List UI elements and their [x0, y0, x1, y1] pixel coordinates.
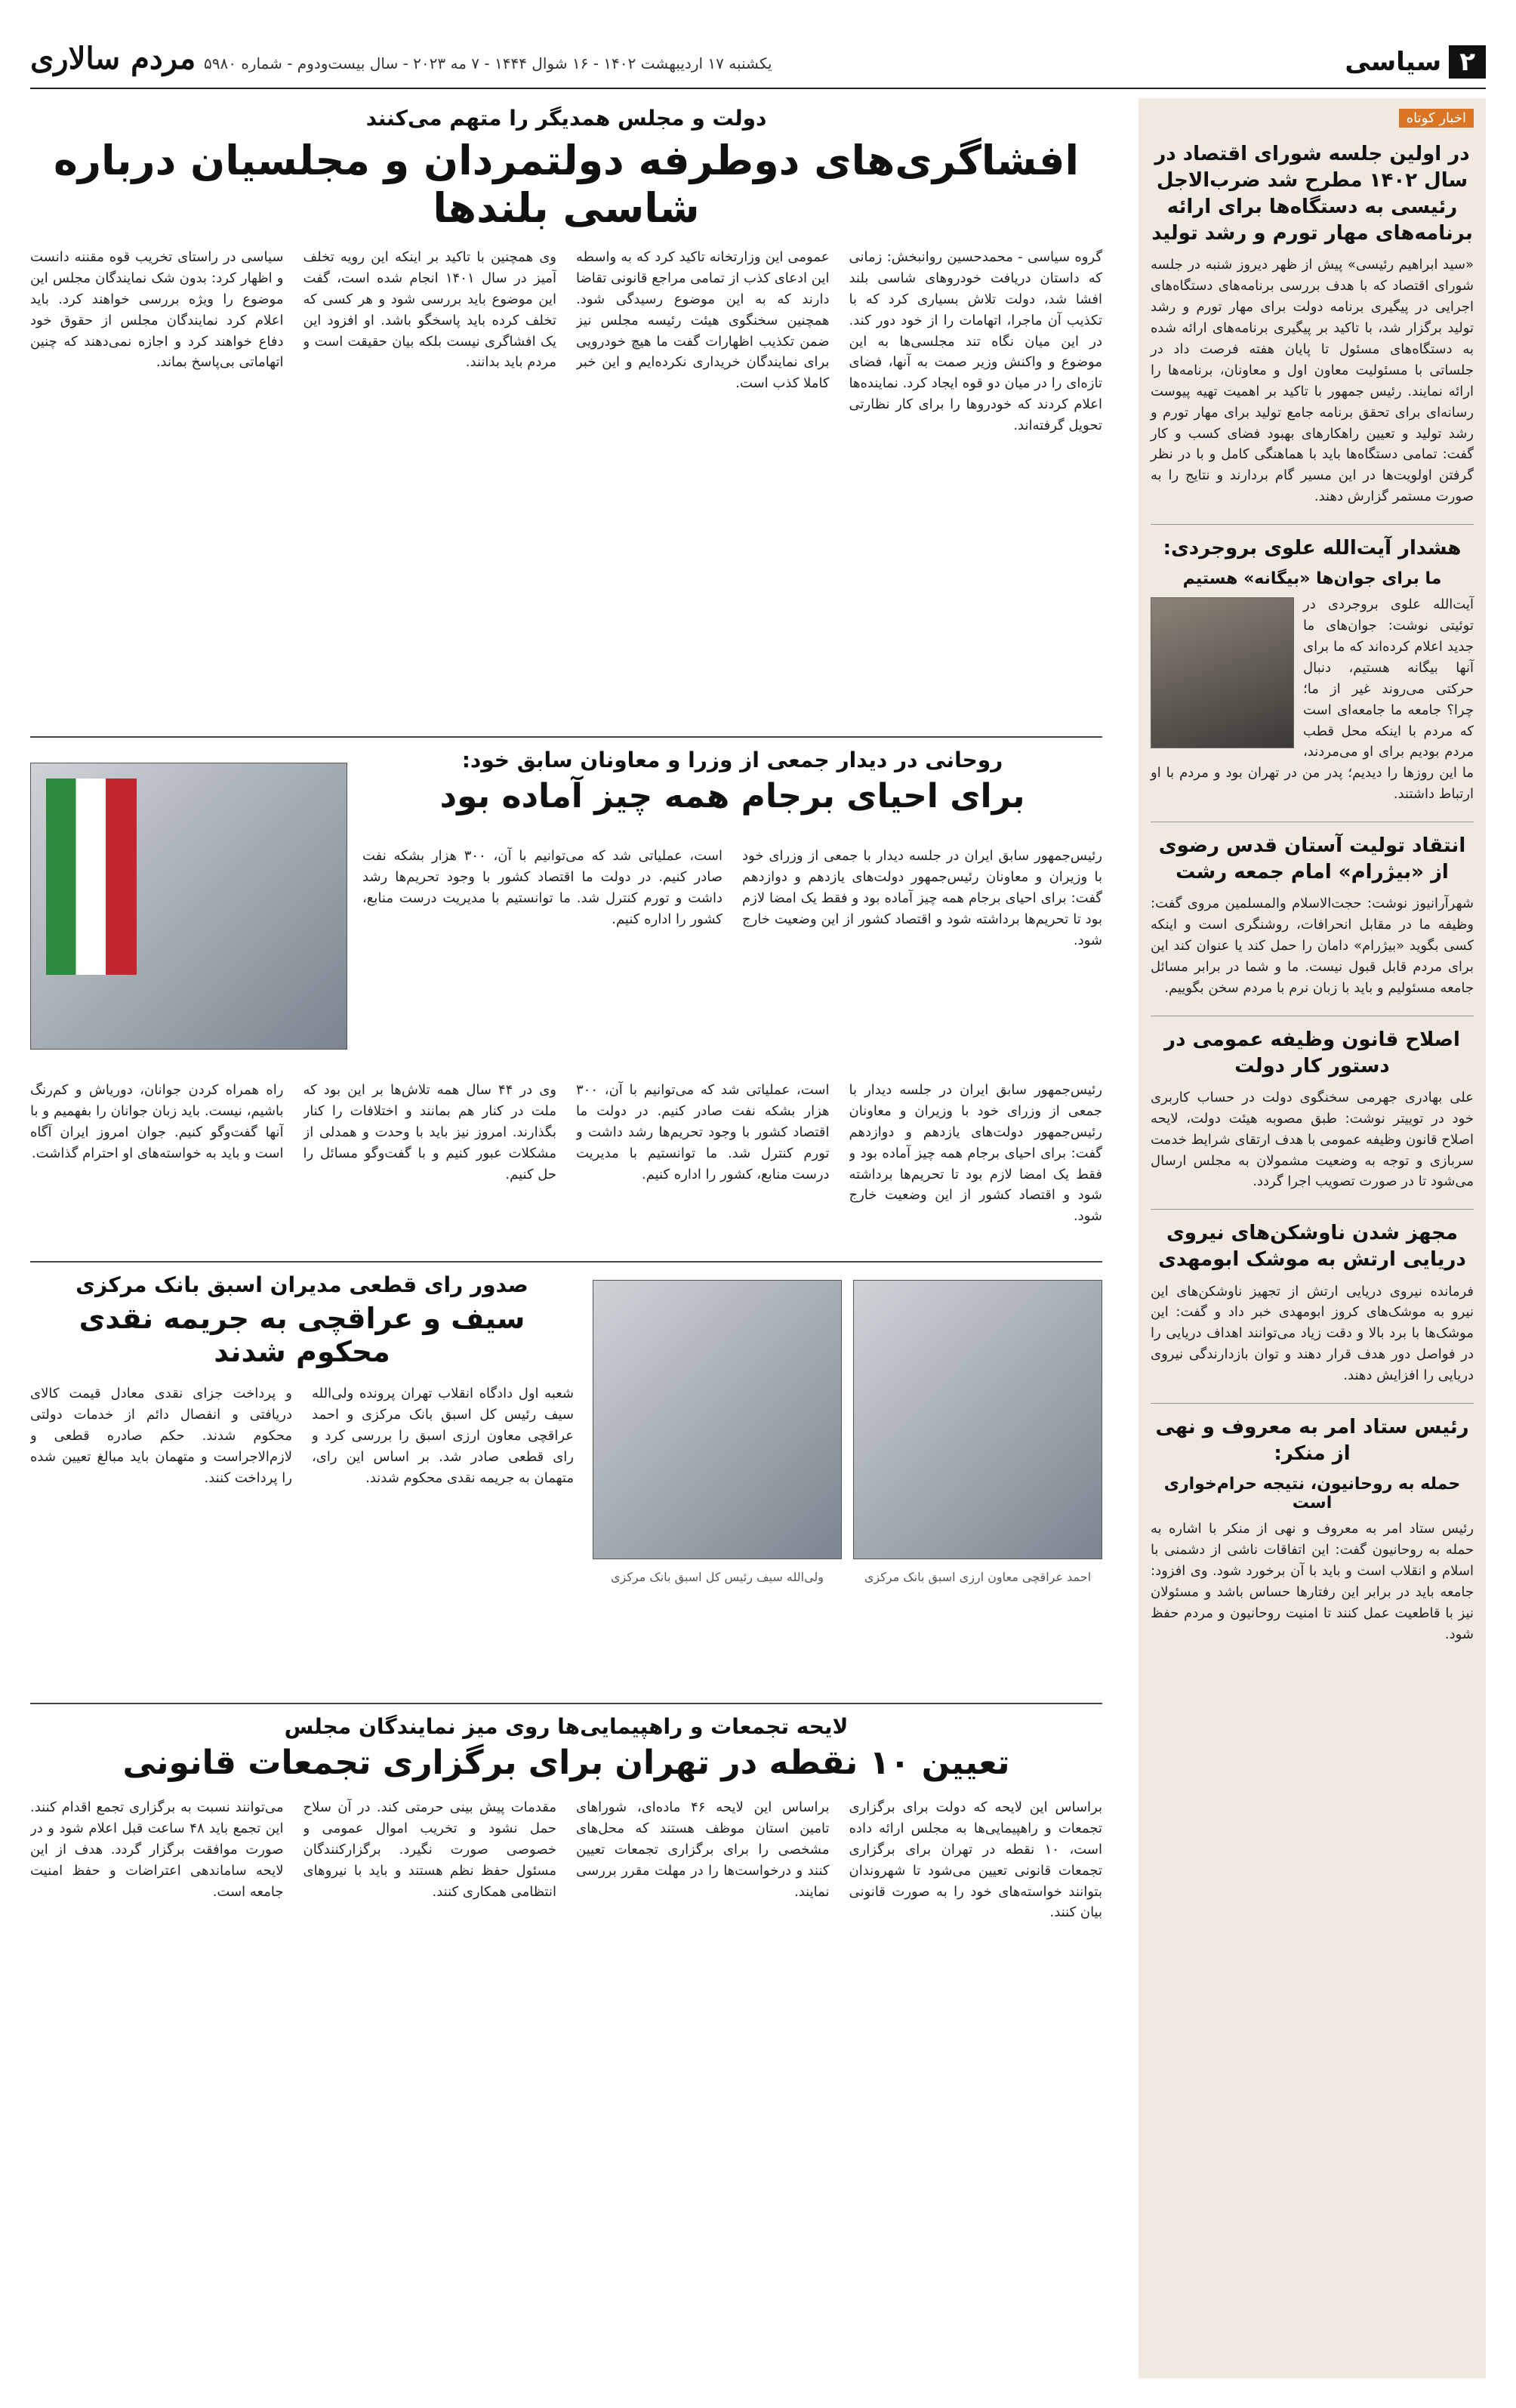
brief-body: رئیس ستاد امر به معروف و نهی از منکر با اشاره به حمله به روحانیون گفت: این اتفاقات ناشی از دشمنی با اسلام و انقلاب است و باید با آن برخورد شود. وی افزود: جامعه باید در برابر این رفتارها حساس باشد و مسئولان نیز با قاطعیت عمل کنند تا امنیت روحانیون و مردم حفظ شود. [1151, 1521, 1474, 1642]
brief-body: آیت‌الله علوی بروجردی در توئیتی نوشت: جوان‌های ما جدید اعلام کرده‌اند که ما برای آنها بیگانه هستیم، دنبال حرکتی می‌روند غیر از ما؛ چرا؟ جامعه ما جامعه‌ای است که مردم با اینکه محل قطب مردم بودیم برای او می‌مردند، ما این روزها را دیدیم؛ پدر من در تهران بود و مردم با او ارتباط داشتند. [1151, 597, 1474, 803]
brief-item [1151, 1220, 1474, 1386]
gatherings-bill-story [30, 1714, 1102, 2379]
brief-title: رئیس ستاد امر به معروف و نهی از منکر: [1155, 1415, 1469, 1466]
divider [30, 1703, 1102, 1704]
seif-photo [593, 1280, 842, 1559]
masthead-logo: مردم سالاری [30, 41, 196, 76]
brief-title: مجهز شدن ناوشکن‌های نیروی دریایی ارتش به موشک ابومهدی [1158, 1222, 1466, 1272]
rouhani-story [30, 748, 1102, 1253]
story-column: راه همراه کردن جوانان، دوریاش و کم‌رنگ باشیم، نیست. باید زبان جوانان را بفهمیم و با آنها گفت‌وگو کنیم. جوان امروز ایران آگاه است و باید به خواسته‌های او احترام گذاشت. [30, 1082, 284, 1161]
briefs-tag: اخبار کوتاه [1399, 109, 1474, 128]
araghchi-photo [853, 1280, 1102, 1559]
divider [1151, 524, 1474, 525]
brief-item [1151, 535, 1474, 805]
story-column: شعبه اول دادگاه انقلاب تهران پرونده ولی‌الله سیف رئیس کل اسبق بانک مرکزی و احمد عراقچی معاون ارزی اسبق را بررسی کرد و رای قطعی صادر شد. بر اساس این رای، متهمان به جریمه نقدی محکوم شدند. [312, 1386, 574, 1486]
story-kicker: صدور رای قطعی مدیران اسبق بانک مرکزی [75, 1272, 528, 1297]
iran-flag [46, 779, 137, 975]
photo-caption: احمد عراقچی معاون ارزی اسبق بانک مرکزی [864, 1570, 1092, 1584]
brief-item [1151, 833, 1474, 999]
brief-subtitle: ما برای جوان‌ها «بیگانه» هستیم [1182, 569, 1442, 589]
story-kicker: دولت و مجلس همدیگر را متهم می‌کنند [365, 106, 767, 131]
section-name: سیاسی [1345, 47, 1442, 77]
main-content [30, 98, 1102, 2379]
story-column: براساس این لایحه ۴۶ ماده‌ای، شوراهای تامین استان موظف هستند که محل‌های مشخصی را برای برگزاری تجمعات تعیین کنند و درخواست‌ها را در مهلت مقرر بررسی نمایند. [576, 1799, 830, 1900]
brief-body: شهرآرانیوز نوشت: حجت‌الاسلام والمسلمین مروی گفت: وظیفه ما در مقابل انحرافات، روشنگری است و اینکه کسی بگوید «بیژرام» دامان را حمل کند یا عنوان کند این برای مردم قابل قبول نیست. ما و شما در برابر مسائل جامعه مسئولیم و باید با زبان نرم با مردم سخن بگوییم. [1151, 896, 1474, 996]
brief-title: در اولین جلسه شورای اقتصاد در سال ۱۴۰۲ مطرح شد ضرب‌الاجل رئیسی به دستگاه‌ها برای ارائه برنامه‌های مهار تورم و رشد تولید [1151, 143, 1473, 245]
divider [30, 736, 1102, 738]
page-header [30, 36, 1486, 89]
section-label [1345, 45, 1486, 79]
cleric-portrait [1151, 597, 1294, 748]
story-kicker: لایحه تجمعات و راهپیمایی‌ها روی میز نمایندگان مجلس [284, 1714, 849, 1739]
brief-item [1151, 141, 1474, 507]
brief-title: انتقاد تولیت آستان قدس رضوی از «بیژرام» امام جمعه رشت [1158, 834, 1466, 884]
brief-body: علی بهادری جهرمی سخنگوی دولت در حساب کاربری خود در توییتر نوشت: طبق مصوبه هیئت دولت، لایحه اصلاح قانون وظیفه عمومی با هدف ارتقای شرایط خدمت سربازی و توجه به وضعیت مشمولان به مجلس ارسال می‌شود تا در صورت تصویب اجرا گردد. [1151, 1089, 1474, 1190]
story-column: گروه سیاسی - محمدحسین روانبخش: زمانی که داستان دریافت خودروهای شاسی بلند افشا شد، دولت تلاش بسیاری کرد که با تکذیب آن ماجرا، اتهامات را از خود دور کند. در این میان نگاه تند مجلسی‌ها به این موضوع و واکنش وزیر صمت به آنها، فضای تازه‌ای را در میان دو قوه ایجاد کرد. نماینده‌ها اعلام کردند که خودروها را برای کار نظارتی تحویل گرفته‌اند. [849, 249, 1102, 434]
story-column: می‌توانند نسبت به برگزاری تجمع اقدام کنند. این تجمع باید ۴۸ ساعت قبل اعلام شود و در صورت موافقت برگزار گردد. هدف از این لایحه ساماندهی اعتراضات و حفظ امنیت جامعه است. [30, 1799, 284, 1900]
story-column: است، عملیاتی شد که می‌توانیم با آن، ۳۰۰ هزار بشکه نفت صادر کنیم. در دولت ما اقتصاد کشور با وجود تحریم‌ها رشد داشت و تورم کنترل شد. ما توانستیم با مدیریت درست منابع، کشور را اداره کنیم. [362, 848, 723, 927]
story-column: براساس این لایحه که دولت برای برگزاری تجمعات و راهپیمایی‌ها به مجلس ارائه داده است، ۱۰ نقطه در تهران برای برگزاری تجمعات قانونی تعیین می‌شود تا شهروندان بتوانند خواسته‌های خود را به صورت قانونی بیان کنند. [849, 1799, 1102, 1921]
story-column: وی همچنین با تاکید بر اینکه این رویه تخلف آمیز در سال ۱۴۰۱ انجام شده است، گفت این موضوع باید بررسی شود و هر کسی که تخلف کرده باید پاسخگو باشد. او افزود این یک افشاگری نیست بلکه بیان حقیقت است و مردم باید بدانند. [303, 249, 556, 371]
story-headline: افشاگری‌های دوطرفه دولتمردان و مجلسیان درباره شاسی بلندها [54, 137, 1079, 232]
brief-body: «سید ابراهیم رئیسی» پیش از ظهر دیروز شنبه در جلسه شورای اقتصاد که با هدف بررسی برنامه‌های دستگاه‌های اجرایی در پیگیری برنامه دولت برای مهار تورم و رشد تولید برگزار شد، با تاکید بر پیگیری برنامه‌های ارائه شده به دستگاه‌های مسئول تا پایان هفته فرصت داد در جلساتی با مسئولیت معاون اول و معاونان، برنامه‌ها را ارائه نمایند. رئیس جمهور با تاکید بر اهمیت تهیه پیوست رسانه‌ای برای تحقق برنامه جامع تولید برای مهار تورم و رشد تولید و تعیین راهکارهای بهبود فضای کسب و کار گفت: تمامی دستگاه‌ها باید با هماهنگی کامل و با در نظر گرفتن اولویت‌ها در این مسیر گام بردارند و نتایج را به صورت مستمر گزارش دهند. [1151, 257, 1474, 505]
story-column: سیاسی در راستای تخریب قوه مقننه دانست و اظهار کرد: بدون شک نمایندگان مجلس این موضوع را ویژه بررسی خواهند کرد. باید اعلام کرد نمایندگان مجلس از حقوق خود دفاع خواهند کرد و اجازه نمی‌دهند که چنین اتهاماتی بی‌پاسخ بماند. [30, 249, 284, 371]
divider [1151, 1403, 1474, 1404]
brief-item [1151, 1027, 1474, 1193]
story-headline: تعیین ۱۰ نقطه در تهران برای برگزاری تجمعات قانونی [122, 1744, 1010, 1782]
news-briefs-sidebar [1139, 98, 1486, 2379]
story-headline: سیف و عراقچی به جریمه نقدی محکوم شدند [79, 1302, 525, 1368]
central-bank-story [30, 1272, 1102, 1695]
photo-caption: ولی‌الله سیف رئیس کل اسبق بانک مرکزی [610, 1570, 824, 1584]
story-column: مقدمات پیش بینی حرمتی کند. در آن سلاح حمل نشود و تخریب اموال عمومی و خصوصی صورت نگیرد. برگزارکنندگان مسئول حفظ نظم هستند و باید با نیروهای انتظامی همکاری کنند. [303, 1799, 556, 1900]
story-column: رئیس‌جمهور سابق ایران در جلسه دیدار با جمعی از وزرای خود با وزیران و معاونان رئیس‌جمهور دولت‌های یازدهم و دوازدهم گفت: برای احیای برجام همه چیز آماده بود و فقط یک امضا لازم بود تا تحریم‌ها برداشته شود و اقتصاد کشور از این وضعیت خارج شود. [742, 848, 1102, 948]
brief-body: فرمانده نیروی دریایی ارتش از تجهیز ناوشکن‌های این نیرو به موشک‌های کروز ابومهدی خبر داد و گفت: این موشک‌ها با برد بالا و دقت زیاد می‌توانند اهداف دریایی را در فواصل دور هدف قرار دهند و توان بازدارندگی نیروی دریایی را افزایش دهند. [1151, 1283, 1474, 1384]
brief-title: هشدار آیت‌الله علوی بروجردی: [1163, 537, 1462, 560]
story-column: است، عملیاتی شد که می‌توانیم با آن، ۳۰۰ هزار بشکه نفت صادر کنیم. در دولت ما اقتصاد کشور با وجود تحریم‌ها رشد داشت و تورم کنترل شد. ما توانستیم با مدیریت درست منابع، کشور را اداره کنیم. [576, 1082, 830, 1182]
rouhani-photo [30, 763, 347, 1050]
story-column: رئیس‌جمهور سابق ایران در جلسه دیدار با جمعی از وزرای خود با وزیران و معاونان رئیس‌جمهور دولت‌های یازدهم و دوازدهم گفت: برای احیای برجام همه چیز آماده بود و فقط یک امضا لازم بود تا تحریم‌ها برداشته شود و اقتصاد کشور از این وضعیت خارج شود. [849, 1082, 1102, 1225]
story-headline: برای احیای برجام همه چیز آماده بود [439, 777, 1025, 816]
brief-title: اصلاح قانون وظیفه عمومی در دستور کار دولت [1164, 1028, 1460, 1078]
story-kicker: روحانی در دیدار جمعی از وزرا و معاونان سابق خود: [461, 748, 1003, 772]
divider [30, 1261, 1102, 1263]
brief-item [1151, 1414, 1474, 1645]
divider [1151, 1209, 1474, 1210]
story-column: و پرداخت جزای نقدی معادل قیمت کالای دریافتی و انفصال دائم از خدمات دولتی محکوم شدند. حکم صادره قطعی و لازم‌الاجراست و متهمان باید مبالغ تعیین شده را پرداخت کنند. [30, 1386, 292, 1486]
story-column: وی در ۴۴ سال همه تلاش‌ها بر این بود که ملت در کنار هم بمانند و اختلافات را کنار بگذارند. امروز نیز باید با وحدت و همدلی از مشکلات عبور کنیم و با گفت‌وگو مسائل را حل کنیم. [303, 1082, 556, 1182]
brief-subtitle: حمله به روحانیون، نتیجه حرام‌خواری است [1163, 1475, 1461, 1513]
date-line: یکشنبه ۱۷ اردیبهشت ۱۴۰۲ - ۱۶ شوال ۱۴۴۴ - ۷ مه ۲۰۲۳ - سال بیست‌ودوم - شماره ۵۹۸۰ [204, 54, 772, 72]
lead-story [30, 106, 1102, 732]
story-column: عمومی این وزارتخانه تاکید کرد که به واسطه این ادعای کذب از تمامی مراجع قانونی تقاضا دارند که به این موضوع رسیدگی شود. همچنین سخنگوی هیئت رئیسه مجلس نیز ضمن تکذیب اظهارات گفت ما هیچ خودرویی برای نمایندگان خریداری نکرده‌ایم و این خبر کاملا کذب است. [576, 249, 830, 392]
page-number: ۲ [1449, 45, 1486, 79]
